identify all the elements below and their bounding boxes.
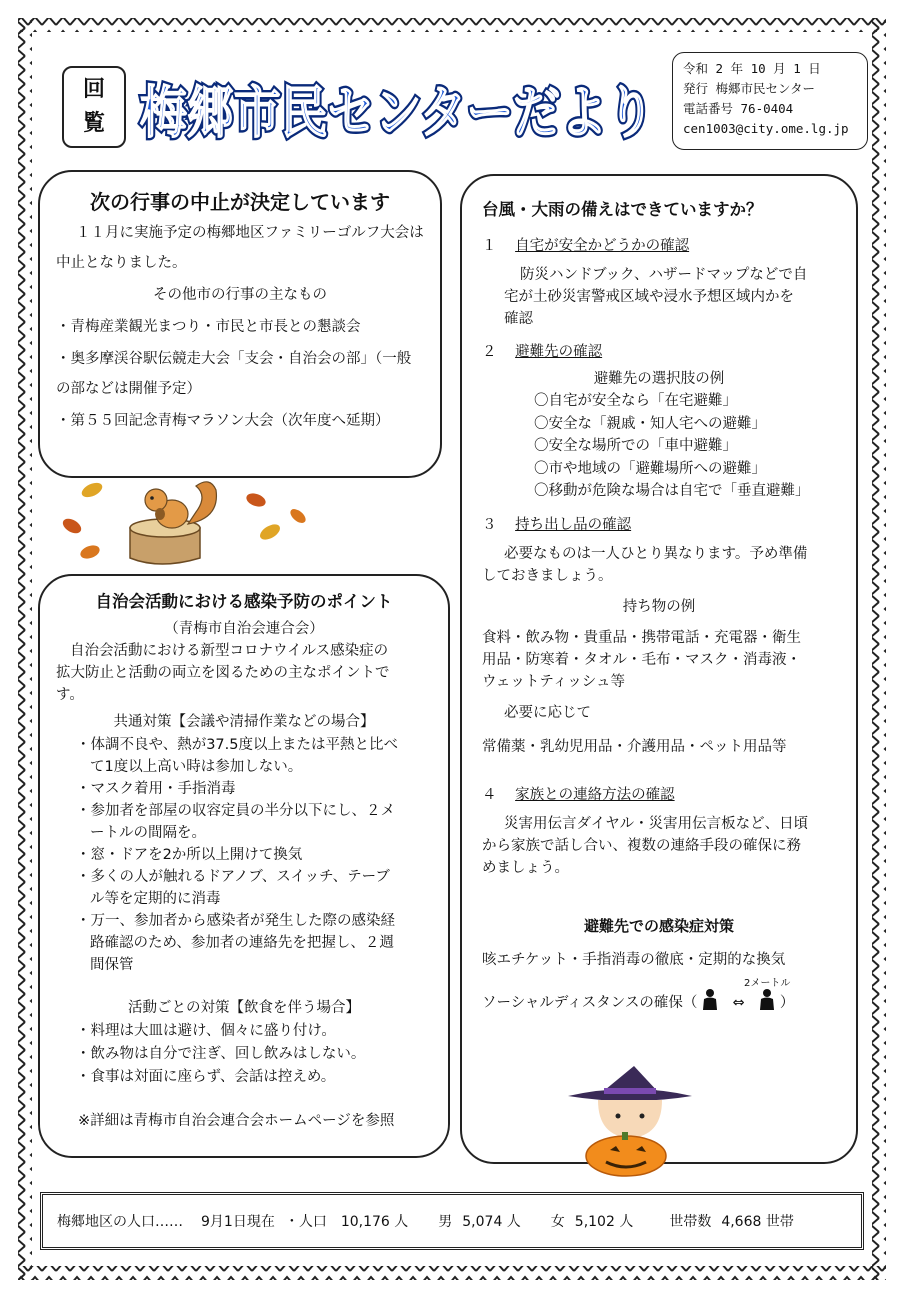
shelter-infection-line-1: 咳エチケット・手指消毒の徹底・定期的な換気: [482, 951, 786, 968]
infection-intro: す。: [56, 687, 84, 703]
female-count: 5,102 人: [574, 1214, 634, 1230]
common-measure: ・マスク着用・手指消毒: [76, 781, 236, 797]
section-4-body: から家族で話し合い、複数の連絡手段の確保に務: [482, 837, 801, 854]
distance-arrow: ⇔: [732, 994, 745, 1011]
email: cen1003@city.ome.lg.jp: [683, 121, 849, 136]
cancellation-notice-box: [38, 170, 442, 478]
evacuation-option: 〇市や地域の「避難場所への避難」: [534, 460, 766, 477]
items-example: 食料・飲み物・貴重品・携帯電話・充電器・衛生: [482, 629, 801, 646]
newsletter-title: [132, 56, 662, 156]
circulation-stamp: [62, 66, 126, 148]
infection-org: （青梅市自治会連合会）: [164, 621, 324, 637]
common-measure: 路確認のため、参加者の連絡先を把握し、２週: [90, 935, 394, 951]
male-count: 5,074 人: [462, 1214, 521, 1230]
section-3-body: 必要なものは一人ひとり異なります。予め準備: [504, 545, 808, 562]
infection-title: 自治会活動における感染予防のポイント: [95, 592, 393, 611]
section-4-body: 災害用伝言ダイヤル・災害用伝言板など、日頃: [504, 815, 809, 832]
typhoon-title: 台風・大雨の備えはできていますか？: [482, 200, 763, 219]
section-1-body: 確認: [504, 311, 533, 327]
section-4-title: 家族との連絡方法の確認: [515, 786, 675, 803]
section-1-number: １: [482, 238, 497, 254]
common-measure: て1度以上高い時は参加しない。: [90, 759, 303, 775]
details-note: ※詳細は青梅市自治会連合会ホームページを参照: [78, 1113, 395, 1129]
shelter-infection-line-2: [482, 977, 836, 1018]
social-distance-text: ソーシャルディスタンスの確保（: [482, 994, 698, 1011]
section-1-title: 自宅が安全かどうかの確認: [515, 238, 690, 254]
cancellation-lead-1: １１月に実施予定の梅郷地区ファミリーゴルフ大会は: [76, 225, 424, 241]
section-2-title: 避難先の確認: [515, 344, 603, 360]
population-total: 10,176 人: [340, 1214, 409, 1230]
common-measure: 間保管: [90, 957, 134, 973]
publisher-info: [672, 52, 868, 150]
common-measure: ・参加者を部屋の収容定員の半分以下にし、２メ: [76, 803, 395, 819]
cancellation-title: 次の行事の中止が決定しています: [90, 190, 390, 214]
other-events-subtitle: その他市の行事の主なもの: [153, 287, 327, 303]
event-item: ・第５５回記念青梅マラソン大会（次年度へ延期）: [56, 413, 390, 429]
female-label: 女: [550, 1214, 565, 1230]
kairan-char-1: 回: [82, 77, 105, 102]
section-2-heading: [482, 340, 836, 364]
title-text-shadow: 梅郷市民センターだより: [140, 81, 654, 146]
activity-measure: ・飲み物は自分で注ぎ、回し飲みはしない。: [76, 1046, 366, 1062]
items-example-subtitle: 持ち物の例: [622, 598, 696, 615]
evacuation-option: 〇移動が危険な場合は自宅で「垂直避難」: [534, 483, 810, 499]
infection-intro: 拡大防止と活動の両立を図るための主なポイントで: [56, 665, 390, 681]
infection-intro: 自治会活動における新型コロナウイルス感染症の: [70, 643, 389, 659]
section-1-heading: [482, 234, 836, 258]
household-count: 4,668 世帯: [721, 1214, 794, 1230]
distance-label: 2メートル: [744, 977, 791, 989]
common-measure: ・多くの人が触れるドアノブ、スイッチ、テーブ: [76, 869, 390, 885]
population-date: 9月1日現在: [201, 1214, 275, 1230]
witch-face: [598, 1100, 662, 1138]
shelter-infection-title: 避難先での感染症対策: [583, 916, 734, 935]
evacuation-option: 〇安全な場所での「車中避難」: [534, 438, 737, 454]
section-2-number: ２: [482, 344, 497, 360]
common-measure: ・窓・ドアを2か所以上開けて換気: [76, 847, 303, 863]
event-item: の部などは開催予定）: [56, 381, 201, 397]
male-label: 男: [438, 1214, 453, 1230]
section-1-body: 防災ハンドブック、ハザードマップなどで自: [520, 267, 808, 283]
social-distance-close: ）: [779, 994, 795, 1011]
evacuation-options-subtitle: 避難先の選択肢の例: [593, 371, 725, 387]
common-measure: ・万一、参加者から感染者が発生した際の感染経: [76, 913, 395, 929]
person-icon: [702, 988, 718, 1018]
population-label: 梅郷地区の人口……: [57, 1214, 183, 1230]
section-4-number: ４: [482, 786, 497, 803]
section-3-heading: [482, 513, 836, 537]
section-3-title: 持ち出し品の確認: [515, 516, 632, 533]
issue-date: 令和 2 年 10 月 1 日: [683, 61, 821, 76]
event-item: ・奥多摩渓谷駅伝競走大会「支会・自治会の部」（一般: [56, 351, 412, 367]
population-total-label: ・人口: [284, 1214, 327, 1230]
as-needed-label: 必要に応じて: [504, 704, 591, 721]
common-measure: ル等を定期的に消毒: [90, 891, 221, 907]
title-text: 梅郷市民センターだより: [140, 81, 654, 146]
pumpkin-icon: [586, 1132, 666, 1176]
evacuation-option: 〇自宅が安全なら「在宅避難」: [534, 393, 737, 409]
event-item: ・青梅産業観光まつり・市民と市長との懇談会: [56, 319, 361, 335]
phone: 電話番号 76-0404: [683, 101, 794, 116]
as-needed-items: 常備薬・乳幼児用品・介護用品・ペット用品等: [482, 738, 787, 755]
section-3-number: ３: [482, 516, 497, 533]
section-1-body: 宅が土砂災害警戒区域や浸水予想区域内かを: [504, 289, 794, 305]
evacuation-option: 〇安全な「親戚・知人宅への避難」: [534, 415, 766, 432]
section-4-body: めましょう。: [482, 859, 569, 876]
common-measure: ートルの間隔を。: [90, 825, 206, 841]
common-measure: ・体調不良や、熱が37.5度以上または平熱と比べ: [76, 737, 398, 753]
infection-prevention-box: [38, 574, 450, 1158]
section-3-body: しておきましょう。: [482, 567, 613, 584]
cancellation-lead-2: 中止となりました。: [56, 255, 187, 271]
witch-pumpkin-illustration: [560, 1066, 700, 1178]
kairan-char-2: 覧: [82, 111, 105, 136]
population-footer: [40, 1192, 864, 1250]
household-label: 世帯数: [669, 1214, 712, 1230]
witch-hat: [568, 1066, 692, 1101]
items-example: 用品・防寒着・タオル・毛布・マスク・消毒液・: [482, 651, 801, 668]
activity-measure: ・料理は大皿は避け、個々に盛り付け。: [76, 1023, 336, 1039]
common-measures-title: 共通対策【会議や清掃作業などの場合】: [113, 714, 375, 730]
activity-measures-title: 活動ごとの対策【飲食を伴う場合】: [128, 1000, 360, 1016]
items-example: ウェットティッシュ等: [482, 673, 625, 690]
section-4-heading: [482, 783, 836, 807]
squirrel-illustration: [60, 478, 320, 574]
typhoon-preparation-box: [460, 174, 858, 1164]
activity-measure: ・食事は対面に座らず、会話は控えめ。: [76, 1069, 336, 1085]
publisher: 発行 梅郷市民センター: [683, 81, 816, 96]
